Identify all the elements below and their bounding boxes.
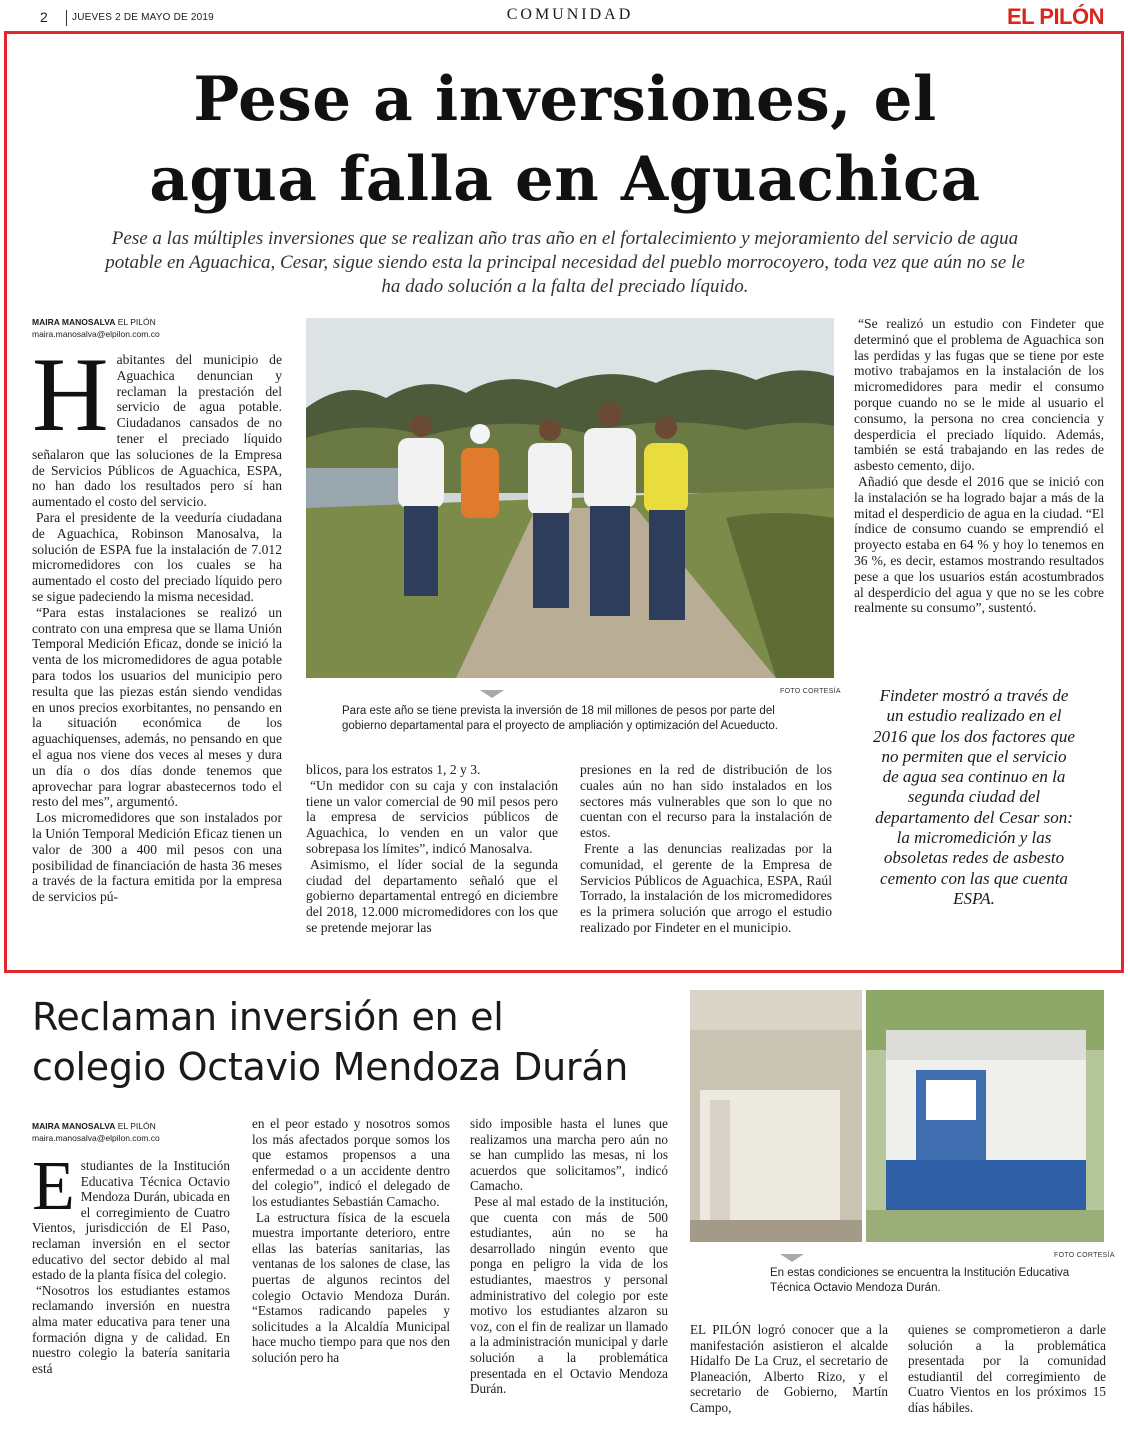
article1-email: maira.manosalva@elpilon.com.co <box>32 329 160 339</box>
article2-author: MAIRA MANOSALVA <box>32 1121 116 1131</box>
article1-paragraph: presiones en la red de distribución de los cuales aún no han sido instalados en los sectores más vulnerables que son lo que no cuentan con el recurso para la instalación de estos. <box>580 762 832 841</box>
article1-deck: Pese a las múltiples inversiones que se realizan año tras año en el fortalecimiento y mejoramiento del servicio de agua potable en Aguachica, Cesar, sigue siendo esta la principal necesidad del pueblo morrocoyero, toda vez que aún no se le ha dado solución a la falta del preciado líquido. <box>105 228 1025 297</box>
article1-outlet: EL PILÓN <box>117 317 156 327</box>
caption-marker-icon <box>480 690 504 698</box>
article1-paragraph: Frente a las denuncias realizadas por la comunidad, el gerente de la Empresa de Servicios Públicos de Aguachica, ESPA, Raúl Torrado, la instalación de los micromedidores es la primera solución que arrogo el estudio realizado por Findeter en el municipio. <box>580 840 832 935</box>
article1-author: MAIRA MANOSALVA <box>32 317 116 327</box>
article1-paragraph: blicos, para los estratos 1, 2 y 3. <box>306 762 481 777</box>
article1-paragraph-text: abitantes del municipio de Aguachica denuncian y reclaman la prestación del servicio de agua potable. Ciudadanos cansados de no tener el preciado líquido señalaron que las soluciones de la Empresa de Servicios Públicos de Aguachica, ESPA, no han dado los resultados pero sí han aumentado el costo del servicio. <box>32 352 282 510</box>
article1-dropcap: H <box>32 336 109 453</box>
section-title: COMUNIDAD <box>506 6 634 23</box>
article1-paragraph: “Para estas instalaciones se realizó un contrato con una empresa que se llama Unión Temporal Medición Eficaz, donde se inició la venta de los micromedidores de agua potable para todos los usuarios del municipio pero resulta que las piezas están siendo vendidas en unos precios exorbitantes, no pensando en la situación económica de los aguachiquenses, además, no pensando en que el agua nos viene dos veces al meses y dura un día o dos días donde tenemos que aprovechar para lograr abastecernos todo el resto del mes”, argumentó. <box>32 604 282 810</box>
article2-paragraph: quienes se comprometieron a darle solución a la problemática presentada por la comunidad estudiantil del corregimiento de Cuatro Vientos en los próximos 15 días hábiles. <box>908 1322 1106 1415</box>
article2-photo-left-image <box>690 990 862 1242</box>
article2-outlet: EL PILÓN <box>117 1121 156 1131</box>
article2-dropcap: E <box>32 1148 75 1225</box>
article1-paragraph: “Un medidor con su caja y con instalación tiene un valor comercial de 90 mil pesos pero la empresa de servicios públicos de Aguachica, lo venden en un valor que sobrepasa los límites”, indicó Manosalva. <box>306 777 558 856</box>
article2-photo-credit: FOTO CORTESÍA <box>1054 1252 1115 1259</box>
article2-paragraph-text: studiantes de la Institución Educativa Técnica Octavio Mendoza Durán, ubicada en el corregimiento de Cuatro Vientos, jurisdicción de El Paso, reclaman inversión en el sector educativo del sector debido al mal estado de la planta física del colegio. <box>32 1158 230 1283</box>
article2-paragraph <box>32 1148 230 1283</box>
page-date: JUEVES 2 DE MAYO DE 2019 <box>72 12 214 23</box>
article2-paragraph: en el peor estado y nosotros somos los más afectados porque somos los que estamos propensos a una enfermedad o a un accidente dentro del colegio”, indicó el delegado de los estudiantes Sebastián Camacho. <box>252 1116 450 1209</box>
article2-photo-left <box>690 990 862 1242</box>
article1-paragraph <box>32 336 282 510</box>
article2-column-4 <box>690 1322 888 1416</box>
article2-column-2 <box>252 1116 450 1366</box>
article1-column-3 <box>580 762 832 936</box>
article1-headline <box>80 60 1050 220</box>
article2-paragraph: “Nosotros los estudiantes estamos reclamando inversión en nuestra alma mater educativa para tener una formación digna y de calidad. En nuestro colegio la batería sanitaria está <box>32 1282 230 1376</box>
article2-byline <box>32 1120 242 1144</box>
article1-paragraph: Asimismo, el líder social de la segunda ciudad del departamento señaló que el gobierno departamental entregó en diciembre del 2018, 12.000 micromedidores con los que se pretende mejorar las <box>306 856 558 935</box>
article1-column-2 <box>306 762 558 936</box>
article2-paragraph: La estructura física de la escuela muestra importante deterioro, entre ellas las baterías sanitarias, las ventanas de los salones de clase, las puertas de algunos recintos del colegio Octavio Mendoza Durán. “Estamos radicando papeles y solicitudes a la Alcaldía Municipal hace mucho tiempo para que nos den solución pero ha <box>252 1209 450 1365</box>
article1-headline-line2: agua falla en Aguachica <box>149 144 981 215</box>
header-divider <box>66 10 67 26</box>
article2-photo-right-image <box>866 990 1104 1242</box>
article2-paragraph: EL PILÓN logró conocer que a la manifestación asistieron el alcalde Hidalfo De La Cruz, el secretario de Planeación, Alberto Rizo, y el secretario de Gobierno, Martín Campo, <box>690 1322 888 1415</box>
article2-email: maira.manosalva@elpilon.com.co <box>32 1133 160 1143</box>
article1-headline-line1: Pese a inversiones, el <box>193 64 937 135</box>
article2-headline-line1: Reclaman inversión en el <box>32 995 504 1039</box>
caption-marker-icon <box>780 1254 804 1262</box>
article2-column-3 <box>470 1116 668 1397</box>
newspaper-logo: EL PILÓN <box>1006 4 1104 29</box>
article2-headline-line2: colegio Octavio Mendoza Durán <box>32 1045 629 1089</box>
article2-paragraph: Pese al mal estado de la institución, que cuenta con más de 500 estudiantes, aún no se ha desarrollado ningún evento que ponga en peligro la vida de los estudiantes, maestros y personal administrativo del colegio por este motivo los estudiantes alzaron su voz, con el fin de realizar un llamado a la administración municipal y darle solución a la problemática presentada en el Octavio Mendoza Durán. <box>470 1193 668 1397</box>
article1-photo <box>306 318 834 678</box>
article2-headline <box>32 992 682 1092</box>
article1-photo-caption: Para este año se tiene prevista la inversión de 18 mil millones de pesos por parte del gobierno departamental para el proyecto de ampliación y optimización del Acueducto. <box>342 705 778 732</box>
article1-photo-credit: FOTO CORTESÍA <box>780 688 841 695</box>
article2-photo-caption: En estas condiciones se encuentra la Institución Educativa Técnica Octavio Mendoza Durán. <box>770 1267 1070 1294</box>
article1-paragraph: Añadió que desde el 2016 que se inició con la instalación se ha logrado bajar a más de la mitad el desperdicio de agua en la ciudad. “El índice de consumo cuando se emprendió el proyecto estaba en 64 % y hoy lo tenemos en 36 %, es decir, estamos mostrando resultados pese a que los usuarios están acostumbrados al desperdicio del agua y que no se les cobre realmente su consumo”, sustentó. <box>854 473 1104 616</box>
article1-column-1 <box>32 336 282 905</box>
article1-column-4 <box>854 316 1104 616</box>
article1-paragraph: Los micromedidores que son instalados por la Unión Temporal Medición Eficaz tienen un valor de 300 a 400 mil pesos con una posibilidad de financiación de hasta 36 meses a través de la factura emitida por la empresa de servicios pú- <box>32 810 282 905</box>
article1-pullquote: Findeter mostró a través de un estudio realizado en el 2016 que los dos factores que no permiten que el servicio de agua sea continuo en la segunda ciudad del departamento del Cesar son: la micromedición y las obsoletas redes de asbesto cemento con las que cuenta ESPA. <box>873 686 1075 908</box>
page-number: 2 <box>40 9 48 25</box>
article1-paragraph: Para el presidente de la veeduría ciudadana de Aguachica, Robinson Manosalva, la solución de ESPA fue la instalación de 7.012 micromedidores con los cuales se ha aumentado el costo del preciado líquido pero se sigue padeciendo la misma necesidad. <box>32 509 282 604</box>
article2-photo-right <box>866 990 1104 1242</box>
article2-column-5 <box>908 1322 1106 1416</box>
article1-paragraph: “Se realizó un estudio con Findeter que determinó que el problema de Aguachica son las perdidas y las fugas que se tiene por este motivo trabajamos en la instalación de los micromedidores para medir el consumo porque cuando no se le mide al usuario el consumo, la persona no crea conciencia y desperdicia el preciado líquido. Además, también se está trabajando en las redes de asbesto cemento, dijo. <box>854 316 1104 474</box>
article1-photo-image <box>306 318 834 678</box>
article2-paragraph: sido imposible hasta el lunes que realizamos una marcha pero aún no se han cumplido las mesas, ni los acuerdos que solicitamos”, indicó Camacho. <box>470 1116 668 1194</box>
article2-column-1 <box>32 1148 230 1376</box>
